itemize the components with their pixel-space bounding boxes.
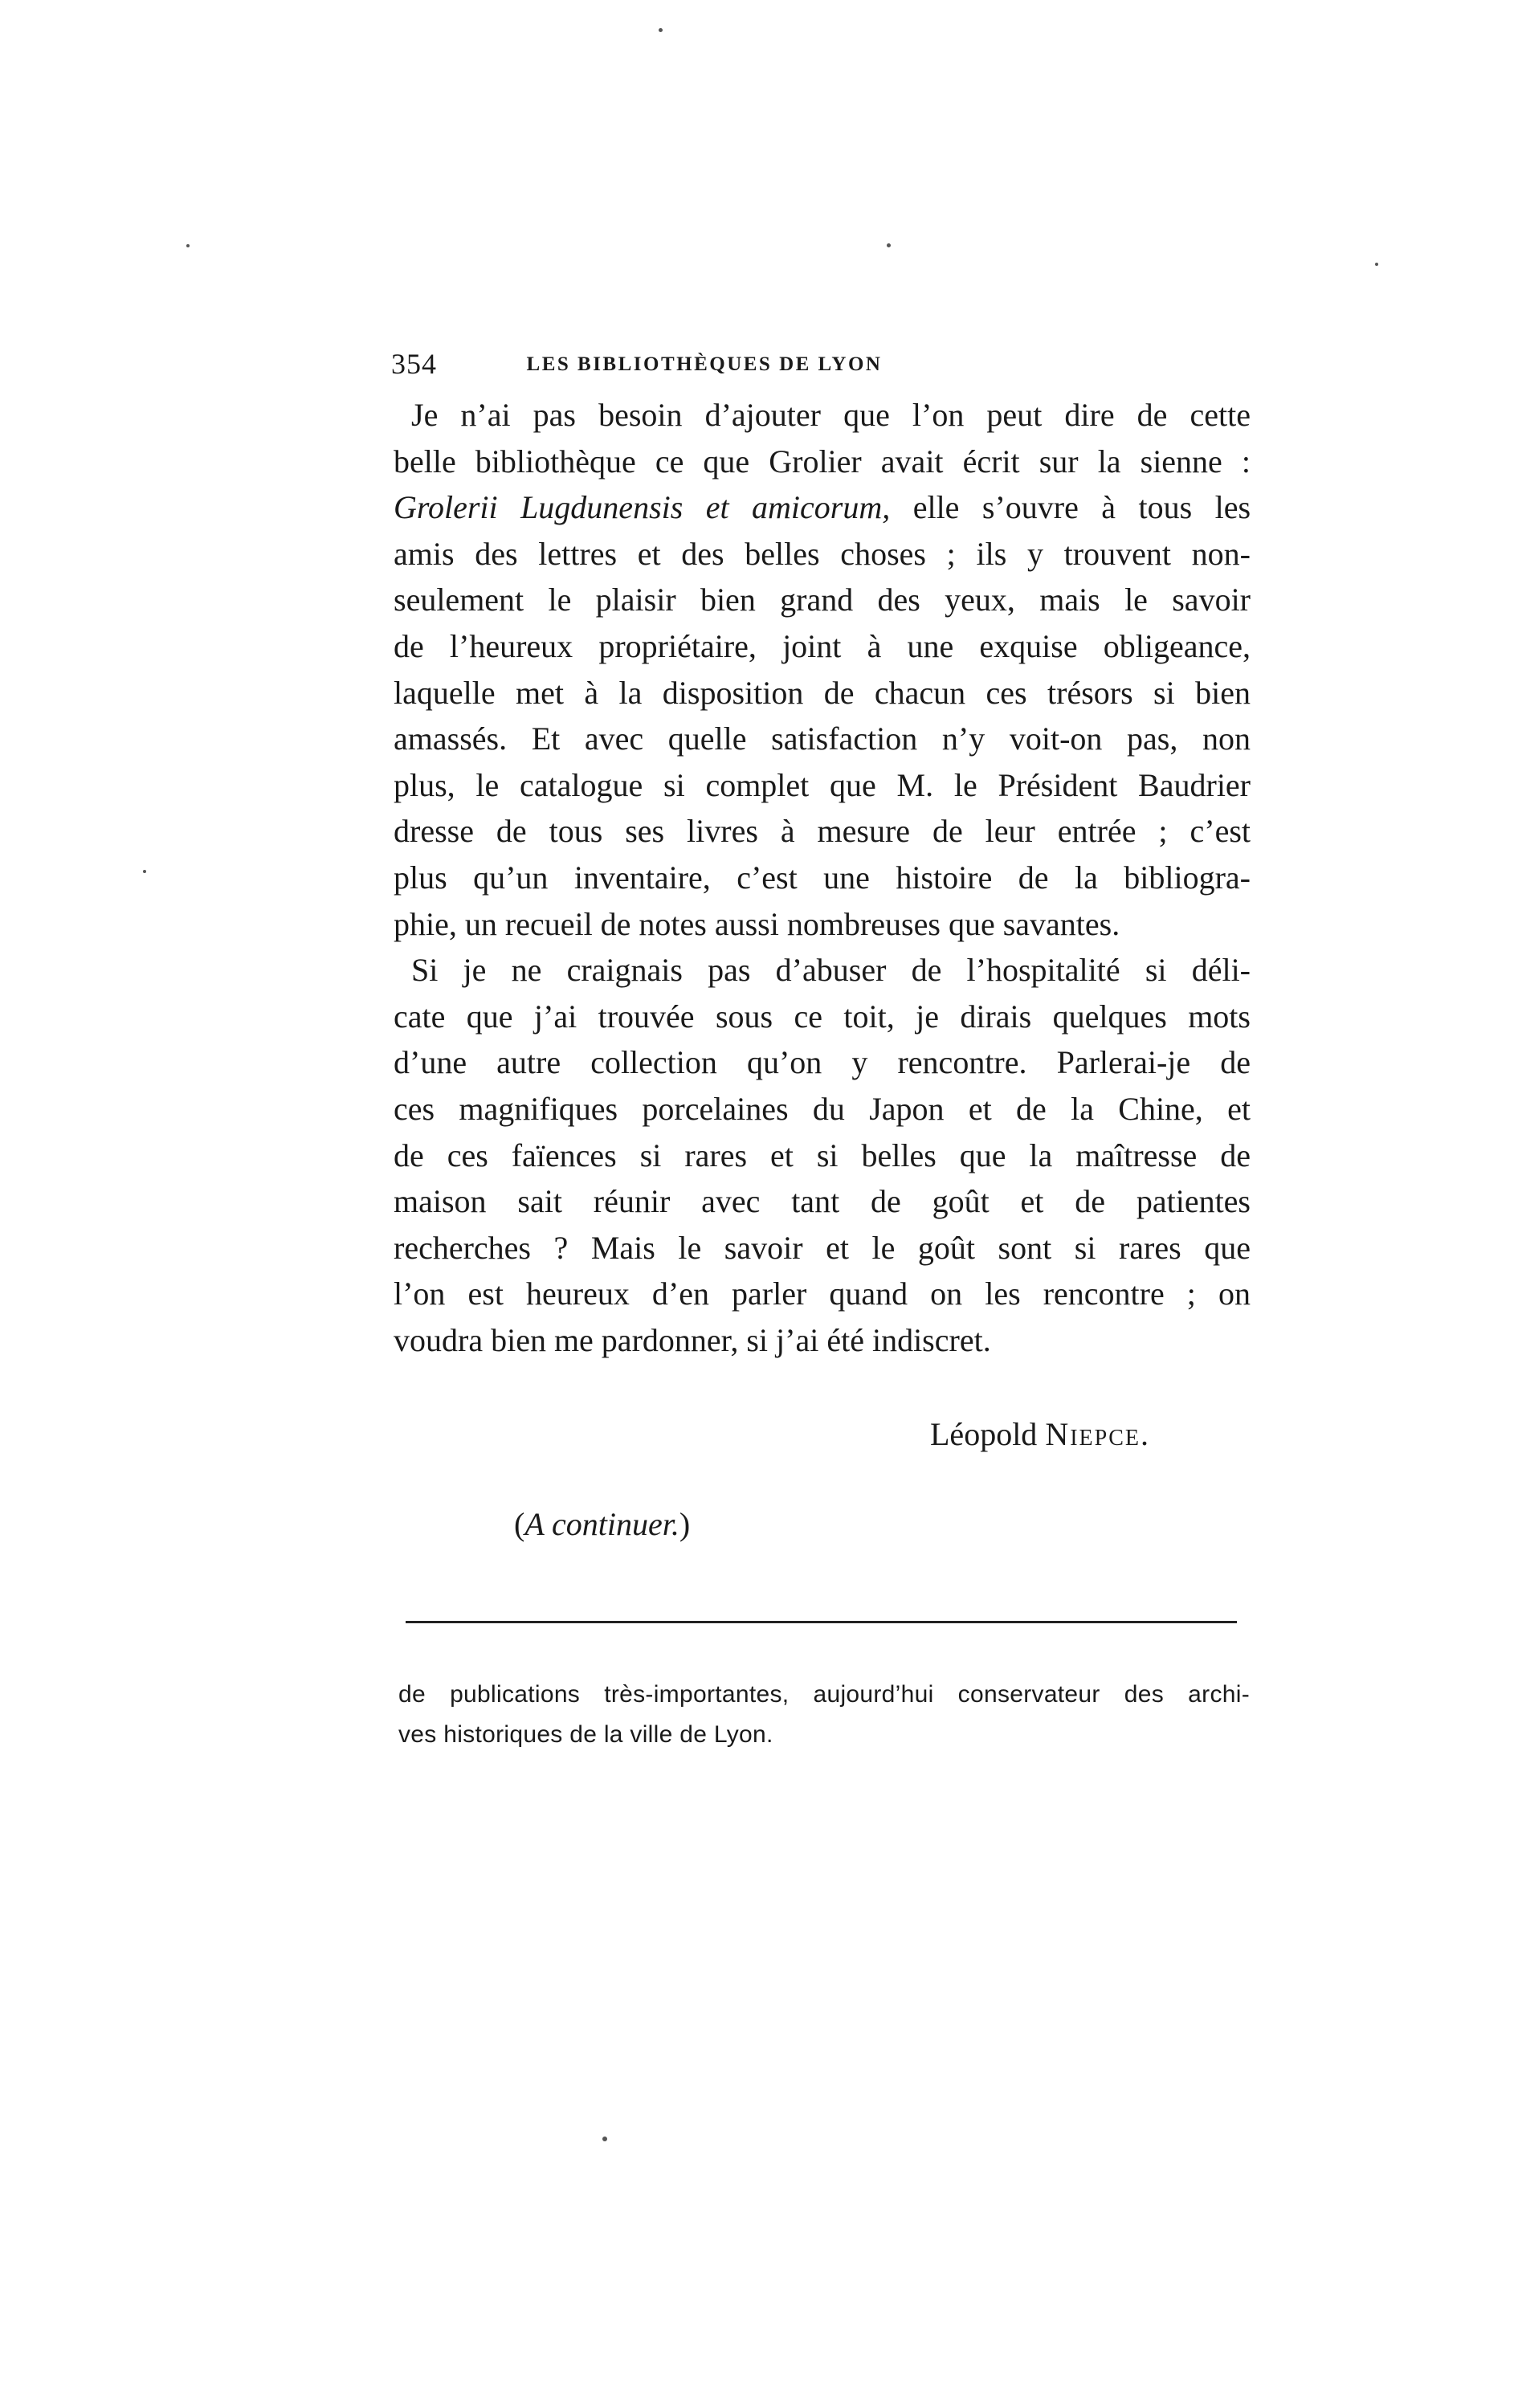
signature-first-name: Léopold — [930, 1416, 1038, 1452]
text-line: phie, un recueil de notes aussi nombreuses que savantes. — [394, 905, 1120, 942]
text-line: plus, le catalogue si complet que M. le Président Baudrier — [394, 766, 1251, 803]
text-line: ces magnifiques porcelaines du Japon et de la Chine, et — [394, 1090, 1251, 1127]
text-line: recherches ? Mais le savoir et le goût sont si rares que — [394, 1229, 1251, 1266]
text-line: cate que j’ai trouvée sous ce toit, je dirais quelques mots — [394, 998, 1251, 1035]
page-header — [391, 347, 1018, 387]
text-line: l’on est heureux d’en parler quand on les rencontre ; on — [394, 1275, 1251, 1312]
footnote-line: ves historiques de la ville de Lyon. — [398, 1721, 773, 1748]
running-title: LES BIBLIOTHÈQUES DE LYON — [526, 353, 883, 375]
page-number: 354 — [391, 348, 437, 380]
text-line: belle bibliothèque ce que Grolier avait écrit sur la sienne : — [394, 443, 1251, 480]
text-line: d’une autre collection qu’on y rencontre. Parlerai-je de — [394, 1044, 1251, 1081]
paper-speck — [1375, 263, 1378, 266]
footnote-line: de publications très-importantes, aujourd’hui conservateur des archi- — [398, 1681, 1250, 1708]
author-signature — [930, 1415, 1150, 1453]
paren-open: ( — [514, 1506, 525, 1542]
text-line: dresse de tous ses livres à mesure de leur entrée ; c’est — [394, 813, 1251, 850]
paper-speck — [186, 244, 190, 247]
paragraph-2 — [394, 947, 1251, 1363]
text-line: amis des lettres et des belles choses ; ils y trouvent non- — [394, 535, 1251, 572]
text-line: laquelle met à la disposition de chacun ces trésors si bien — [394, 674, 1251, 711]
text-line: Si je ne craignais pas d’abuser de l’hospitalité si déli- — [411, 952, 1251, 989]
paren-close: ) — [679, 1506, 691, 1542]
italic-phrase: Grolerii Lugdunensis et amicorum, — [394, 489, 891, 526]
text-line: maison sait réunir avec tant de goût et de patientes — [394, 1183, 1251, 1220]
paper-speck — [659, 28, 663, 32]
continuation-note — [514, 1505, 690, 1543]
main-text — [394, 392, 1251, 1363]
continuation-text: A continuer. — [524, 1506, 679, 1542]
text-line: amassés. Et avec quelle satisfaction n’y voit-on pas, non — [394, 720, 1251, 757]
text-line: voudra bien me pardonner, si j’ai été indiscret. — [394, 1321, 991, 1358]
paragraph-1 — [394, 392, 1251, 947]
text-line: de ces faïences si rares et si belles que la maîtresse de — [394, 1137, 1251, 1173]
text-line — [394, 484, 1251, 531]
text-line: de l’heureux propriétaire, joint à une exquise obligeance, — [394, 627, 1251, 664]
signature-surname: Niepce. — [1045, 1416, 1150, 1452]
text-line: seulement le plaisir bien grand des yeux, mais le savoir — [394, 582, 1251, 618]
footnote-rule — [406, 1621, 1237, 1623]
paper-speck — [602, 2137, 607, 2141]
text-line: Je n’ai pas besoin d’ajouter que l’on peut dire de cette — [411, 397, 1251, 433]
text-fragment: elle s’ouvre à tous les — [912, 489, 1251, 526]
footnote — [398, 1675, 1250, 1755]
text-line: plus qu’un inventaire, c’est une histoire de la bibliogra- — [394, 859, 1251, 896]
paper-speck — [143, 870, 146, 873]
paper-speck — [887, 243, 891, 247]
